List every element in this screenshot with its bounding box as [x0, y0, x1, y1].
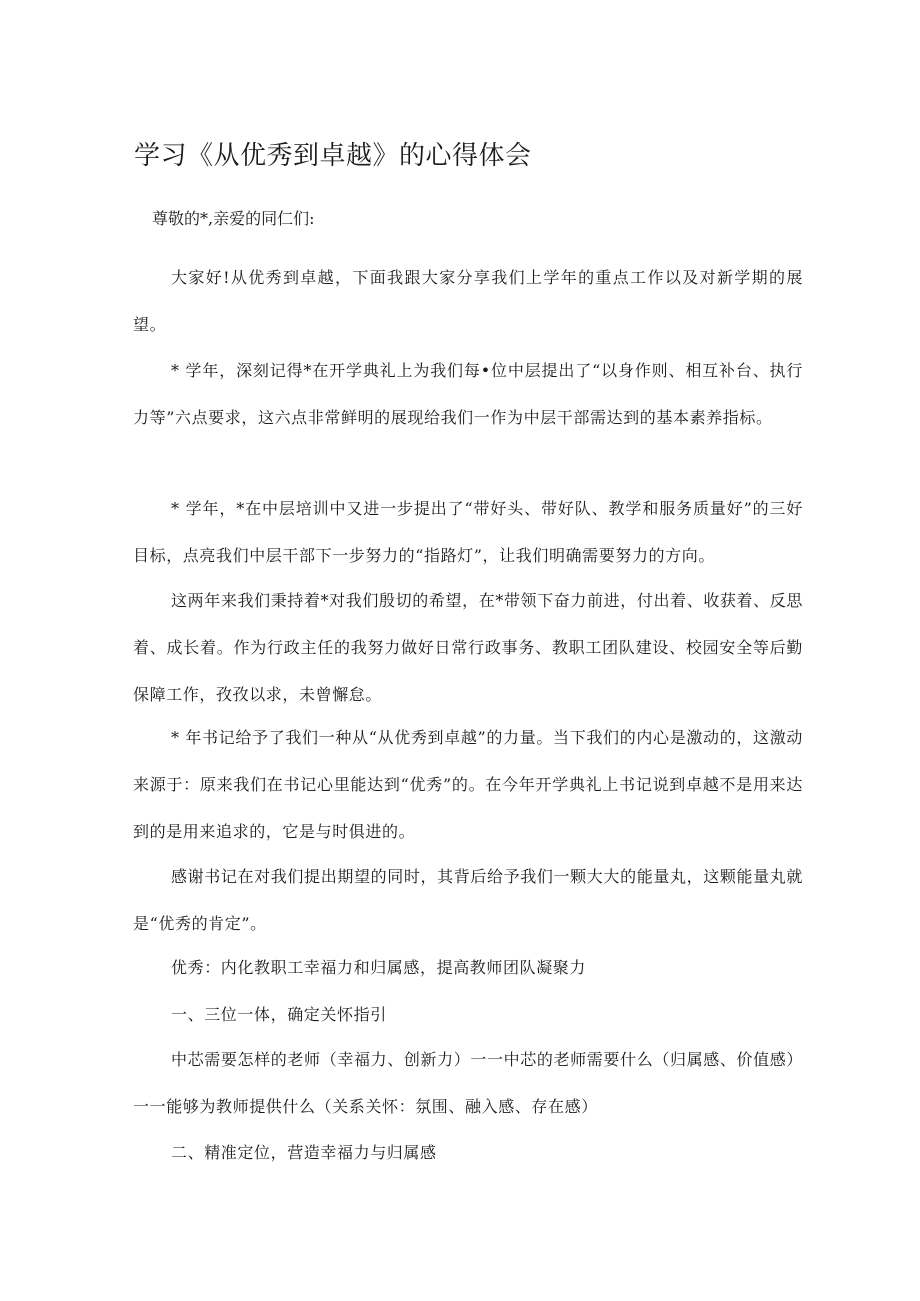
section-heading: 优秀：内化教职工幸福力和归属感，提高教师团队凝聚力 — [171, 958, 587, 977]
section-heading: 二、精准定位，营造幸福力与归属感 — [171, 1143, 437, 1162]
document-title: 学习《从优秀到卓越》的心得体会 — [134, 141, 532, 171]
paragraph: 感谢书记在对我们提出期望的同时，其背后给予我们一颗大大的能量丸，这颗能量丸就是“优秀的肯定”。 — [133, 867, 803, 933]
paragraph: * 学年，*在中层培训中又进一步提出了“带好头、带好队、教学和服务质量好”的三好目标，点亮我们中层干部下一步努力的“指路灯”，让我们明确需要努力的方向。 — [133, 499, 803, 565]
paragraph: * 年书记给予了我们一种从“从优秀到卓越”的力量。当下我们的内心是激动的，这激动来源于：原来我们在书记心里能达到“优秀”的。在今年开学典礼上书记说到卓越不是用来达到的是用来追求的，它是与时俱进的。 — [133, 728, 803, 841]
salutation: 尊敬的*,亲爱的同仁们: — [152, 209, 315, 228]
paragraph: 中芯需要怎样的老师（幸福力、创新力）一一中芯的老师需要什么（归属感、价值感）一一能够为教师提供什么（关系关怀：氛围、融入感、存在感） — [133, 1050, 803, 1116]
paragraph: 大家好!从优秀到卓越，下面我跟大家分享我们上学年的重点工作以及对新学期的展望。 — [133, 268, 803, 334]
paragraph: 这两年来我们秉持着*对我们殷切的希望，在*带领下奋力前进，付出着、收获着、反思着、成长着。作为行政主任的我努力做好日常行政事务、教职工团队建设、校园安全等后勤保障工作，孜孜以求，未曾懈怠。 — [133, 591, 803, 704]
section-heading: 一、三位一体，确定关怀指引 — [171, 1005, 387, 1024]
paragraph: * 学年，深刻记得*在开学典礼上为我们每•位中层提出了“以身作则、相互补台、执行力等”六点要求，这六点非常鲜明的展现给我们一作为中层干部需达到的基本素养指标。 — [133, 361, 803, 427]
